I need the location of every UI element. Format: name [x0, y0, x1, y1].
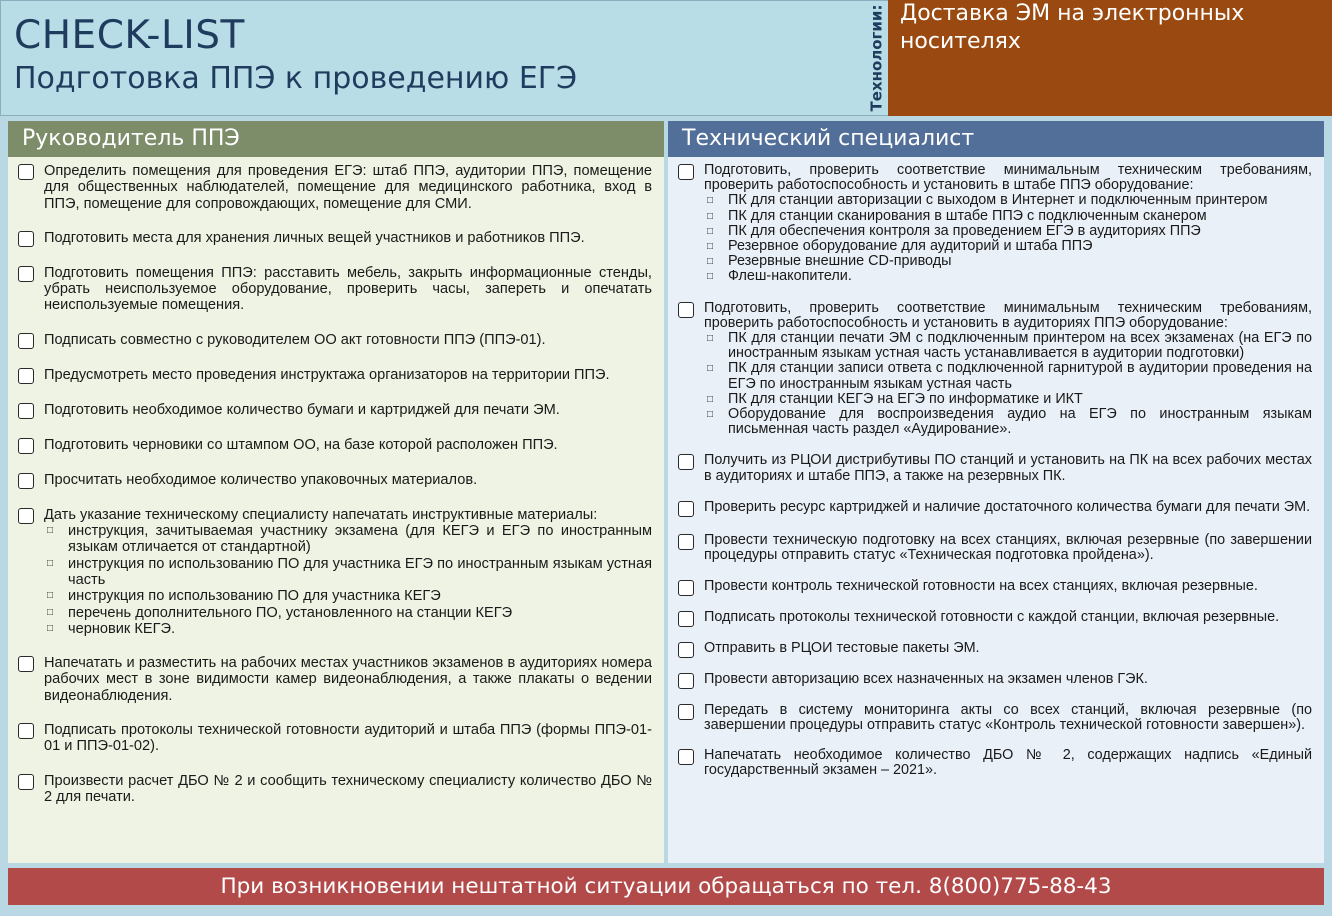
sub-list — [44, 523, 652, 637]
checkbox[interactable] — [678, 642, 694, 658]
square-bullet-icon: □ — [707, 195, 714, 207]
checklist-item — [678, 533, 1312, 563]
checklist-item-body — [44, 722, 652, 755]
sub-list-item-text: ПК для станции печати ЭМ с подключенным принтером на всех экзаменах (на ЕГЭ по иностранным языкам устная часть устанавливается в аудитории подготовки) — [728, 330, 1312, 362]
sub-list-item — [704, 209, 1312, 224]
checklist-item-text: Подготовить черновики со штампом ОО, на базе которой расположен ППЭ. — [44, 436, 558, 453]
checklist-item — [678, 163, 1312, 285]
checkbox[interactable] — [18, 656, 34, 672]
checklist-item — [18, 722, 652, 755]
checkbox[interactable] — [18, 333, 34, 349]
checklist-item-text: Передать в систему мониторинга акты со всех станций, включая резервные (по завершении процедуры отправить статус «Контроль технической готовности завершен»). — [704, 702, 1312, 734]
checklist-item — [18, 265, 652, 314]
sub-list-item — [44, 605, 652, 621]
square-bullet-icon: □ — [47, 606, 54, 618]
checklist-item-body — [704, 579, 1312, 594]
column-ppe-head — [8, 121, 664, 863]
checklist-item-body — [704, 610, 1312, 625]
sub-list-item — [704, 269, 1312, 284]
checklist-item — [18, 507, 652, 637]
checklist-item-text: Отправить в РЦОИ тестовые пакеты ЭМ. — [704, 640, 980, 657]
checkbox[interactable] — [18, 508, 34, 524]
sub-list-item — [704, 224, 1312, 239]
square-bullet-icon: □ — [707, 333, 714, 345]
checklist-item-body — [44, 367, 652, 383]
page-subtitle: Подготовка ППЭ к проведению ЕГЭ — [14, 61, 578, 96]
checkbox[interactable] — [18, 403, 34, 419]
checklist-item — [18, 402, 652, 419]
checklist-item-text: Подписать совместно с руководителем ОО акт готовности ППЭ (ППЭ-01). — [44, 331, 546, 348]
column-heading: Технический специалист — [668, 121, 1324, 157]
sub-list-item — [44, 621, 652, 637]
square-bullet-icon: □ — [707, 409, 714, 421]
checklist-item-text: Дать указание техническому специалисту напечатать инструктивные материалы: — [44, 506, 598, 523]
sub-list-item-text: перечень дополнительного ПО, установленного на станции КЕГЭ — [68, 604, 513, 621]
checklist-item — [678, 301, 1312, 438]
column-heading: Руководитель ППЭ — [8, 121, 664, 157]
checklist-item-body — [704, 533, 1312, 563]
sub-list-item-text: Резервное оборудование для аудиторий и штаба ППЭ — [728, 238, 1093, 255]
technology-value-box — [888, 0, 1332, 116]
checklist-item-body — [704, 453, 1312, 483]
checklist-item-text: Подписать протоколы технической готовности аудиторий и штаба ППЭ (формы ППЭ-01-01 и ППЭ-01-02). — [44, 722, 652, 755]
technology-label — [863, 4, 889, 112]
sub-list-item-text: инструкция по использованию ПО для участника ЕГЭ по иностранным языкам устная часть — [68, 555, 652, 588]
square-bullet-icon: □ — [47, 557, 54, 569]
checkbox[interactable] — [18, 473, 34, 489]
checklist-item — [678, 748, 1312, 778]
checkbox[interactable] — [678, 749, 694, 765]
checkbox[interactable] — [678, 454, 694, 470]
square-bullet-icon: □ — [707, 363, 714, 375]
checkbox[interactable] — [18, 774, 34, 790]
checklist-item-text: Подготовить, проверить соответствие минимальным техническим требованиям, проверить работоспособность и установить в штабе ППЭ оборудование: — [704, 162, 1312, 194]
technology-label-text: Технологии: — [867, 4, 885, 112]
checklist-item-text: Подготовить помещения ППЭ: расставить мебель, закрыть информационные стенды, убрать неиспользуемое оборудование, проверить часы, запереть и опечатать неиспользуемые помещения. — [44, 264, 652, 314]
checklist-item-text: Подписать протоколы технической готовности с каждой станции, включая резервные. — [704, 609, 1280, 626]
sub-list-item-text: инструкция по использованию ПО для участника КЕГЭ — [68, 588, 441, 605]
emergency-footer: При возникновении нештатной ситуации обращаться по тел. 8(800)775-88-43 — [8, 868, 1324, 905]
checklist-item-body — [704, 301, 1312, 438]
sub-list-item — [704, 392, 1312, 407]
checkbox[interactable] — [678, 302, 694, 318]
sub-list-item-text: ПК для станции записи ответа с подключенной гарнитурой в аудитории проведения на ЕГЭ по иностранным языкам устная часть — [728, 360, 1312, 392]
square-bullet-icon: □ — [707, 210, 714, 222]
checkbox[interactable] — [18, 438, 34, 454]
page-title: CHECK-LIST — [14, 13, 245, 58]
checklist — [8, 157, 664, 805]
checklist-item-body — [44, 437, 652, 453]
sub-list-item-text: инструкция, зачитываемая участнику экзамена (для КЕГЭ и ЕГЭ по иностранным языкам отличается от стандартной) — [68, 523, 652, 556]
checkbox[interactable] — [18, 368, 34, 384]
sub-list-item — [704, 331, 1312, 361]
checklist-item-body — [704, 672, 1312, 687]
checkbox[interactable] — [678, 704, 694, 720]
checklist-item-body — [44, 332, 652, 348]
sub-list-item — [704, 193, 1312, 208]
checklist-item-text: Определить помещения для проведения ЕГЭ: штаб ППЭ, аудитории ППЭ, помещение для общественных наблюдателей, помещение для медицинского работника, вход в ППЭ, помещение для сопровождающих, помещение для СМИ. — [44, 163, 652, 212]
checklist-item — [678, 579, 1312, 596]
sub-list-item-text: Флеш-накопители. — [728, 268, 852, 285]
checklist-item — [678, 500, 1312, 517]
checklist-item-body — [44, 265, 652, 314]
checklist-item-text: Провести контроль технической готовности на всех станциях, включая резервные. — [704, 578, 1258, 595]
sub-list-item — [44, 523, 652, 556]
checklist-item-text: Предусмотреть место проведения инструктажа организаторов на территории ППЭ. — [44, 366, 610, 383]
checkbox[interactable] — [18, 164, 34, 180]
checklist-item — [678, 703, 1312, 733]
checkbox[interactable] — [678, 501, 694, 517]
square-bullet-icon: □ — [707, 271, 714, 283]
checklist — [668, 157, 1324, 778]
square-bullet-icon: □ — [47, 525, 54, 537]
checklist-item-body — [44, 507, 652, 637]
technology-value-line1: Доставка ЭМ на электронных — [900, 1, 1245, 26]
checklist-item-text: Подготовить места для хранения личных вещей участников и работников ППЭ. — [44, 229, 585, 246]
checkbox[interactable] — [678, 164, 694, 180]
sub-list-item-text: Оборудование для воспроизведения аудио на ЕГЭ по иностранным языкам письменная часть раздел «Аудирование». — [728, 406, 1312, 438]
checklist-item — [678, 610, 1312, 627]
sub-list-item-text: ПК для станции сканирования в штабе ППЭ с подключенным сканером — [728, 207, 1207, 224]
square-bullet-icon: □ — [47, 622, 54, 634]
sub-list-item-text: ПК для станции КЕГЭ на ЕГЭ по информатике и ИКТ — [728, 390, 1083, 407]
checklist-item — [18, 367, 652, 384]
checklist-item — [18, 773, 652, 806]
checklist-item-body — [44, 402, 652, 418]
sub-list-item-text: ПК для обеспечения контроля за проведением ЕГЭ в аудиториях ППЭ — [728, 222, 1201, 239]
checklist-item-text: Проверить ресурс картриджей и наличие достаточного количества бумаги для печати ЭМ. — [704, 498, 1311, 515]
checklist-item-text: Напечатать и разместить на рабочих местах участников экзаменов в аудиториях номера рабочих мест в зоне видимости камер видеонаблюдения, а также плакаты о ведении видеонаблюдения. — [44, 655, 652, 704]
checklist-item-body — [704, 641, 1312, 656]
checklist-item-text: Подготовить, проверить соответствие минимальным техническим требованиям, проверить работоспособность и установить в аудиториях ППЭ оборудование: — [704, 299, 1312, 331]
square-bullet-icon: □ — [707, 393, 714, 405]
checkbox[interactable] — [678, 673, 694, 689]
sub-list-item — [44, 556, 652, 589]
checklist-item-text: Получить из РЦОИ дистрибутивы ПО станций и установить на ПК на всех рабочих местах в аудиториях и штабе ППЭ, а также на резервных ПК. — [704, 452, 1312, 484]
checklist-item-body — [704, 748, 1312, 778]
checklist-item-body — [44, 163, 652, 212]
checkbox[interactable] — [18, 723, 34, 739]
square-bullet-icon: □ — [707, 225, 714, 237]
sub-list-item — [704, 254, 1312, 269]
checklist-item-text: Провести техническую подготовку на всех станциях, включая резервные (по завершении процедуры отправить статус «Техническая подготовка пройдена»). — [704, 531, 1312, 564]
checkbox[interactable] — [678, 611, 694, 627]
sub-list-item — [704, 361, 1312, 391]
checklist-item — [18, 332, 652, 349]
checklist-item-body — [44, 655, 652, 704]
sub-list-item-text: черновик КЕГЭ. — [68, 620, 176, 637]
sub-list-item-text: ПК для станции авторизации с выходом в Интернет и подключенным принтером — [728, 192, 1268, 209]
checkbox[interactable] — [18, 266, 34, 282]
sub-list-item-text: Резервные внешние CD-приводы — [728, 253, 952, 270]
checklist-item-body — [44, 230, 652, 246]
checklist-item — [678, 453, 1312, 483]
checkbox[interactable] — [678, 580, 694, 596]
checklist-item-body — [704, 163, 1312, 285]
checklist-item — [678, 672, 1312, 689]
technology-value-line2: носителях — [900, 29, 1021, 54]
sub-list — [704, 331, 1312, 437]
checklist-item-body — [704, 500, 1312, 515]
checkbox[interactable] — [18, 231, 34, 247]
checklist-item — [18, 655, 652, 704]
checklist-item — [18, 437, 652, 454]
checklist-item — [18, 230, 652, 247]
square-bullet-icon: □ — [707, 241, 714, 253]
square-bullet-icon: □ — [47, 590, 54, 602]
column-tech-specialist — [668, 121, 1324, 863]
checklist-item-text: Напечатать необходимое количество ДБО № 2, содержащих надпись «Единый государственный экзамен – 2021». — [704, 746, 1312, 778]
checkbox[interactable] — [678, 534, 694, 550]
checklist-item — [18, 472, 652, 489]
checklist-item-body — [704, 703, 1312, 733]
checklist-item-text: Просчитать необходимое количество упаковочных материалов. — [44, 471, 478, 488]
checklist-item — [678, 641, 1312, 658]
checklist-item-body — [44, 472, 652, 488]
checklist-item-text: Провести авторизацию всех назначенных на экзамен членов ГЭК. — [704, 671, 1148, 688]
checklist-item-body — [44, 773, 652, 806]
sub-list-item — [704, 239, 1312, 254]
sub-list-item — [704, 407, 1312, 437]
square-bullet-icon: □ — [707, 256, 714, 268]
checklist-item-text: Подготовить необходимое количество бумаги и картриджей для печати ЭМ. — [44, 401, 560, 418]
sub-list — [704, 193, 1312, 284]
checklist-item-text: Произвести расчет ДБО № 2 и сообщить техническому специалисту количество ДБО № 2 для печати. — [44, 772, 652, 805]
sub-list-item — [44, 588, 652, 604]
checklist-item — [18, 163, 652, 212]
